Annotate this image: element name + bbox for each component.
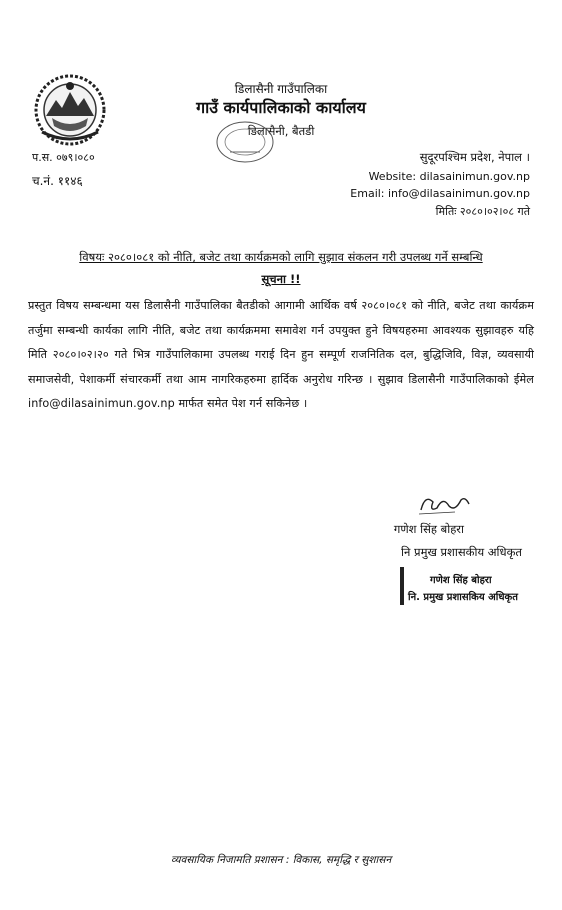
office-seal-icon bbox=[214, 118, 276, 166]
municipality-name: डिलासैनी गाउँपालिका bbox=[234, 82, 328, 96]
subject-line: विषयः २०८०।०८१ को नीति, बजेट तथा कार्यक्रमको लागि सुझाव संकलन गरी उपलब्ध गर्ने सम्बन्धि bbox=[79, 250, 483, 264]
date-text: मितिः २०८०।०२।०८ गते bbox=[435, 205, 530, 218]
subject-heading bbox=[28, 246, 534, 290]
notice-title: सूचना !! bbox=[261, 272, 301, 286]
signature-icon bbox=[415, 490, 473, 518]
website-text: Website: dilasainimun.gov.np bbox=[368, 170, 530, 183]
signatory-name: गणेश सिंह बोहरा bbox=[393, 522, 464, 536]
reference-number: प.स. ०७९।०८० bbox=[32, 151, 95, 164]
province-text: सुदूरपश्चिम प्रदेश, नेपाल । bbox=[419, 150, 530, 164]
dispatch-number: च.नं. ११४६ bbox=[32, 174, 83, 188]
footer-slogan: व्यवसायिक निजामति प्रशासन : विकास, समृद्धि र सुशासन bbox=[170, 854, 392, 866]
email-text: Email: info@dilasainimun.gov.np bbox=[350, 187, 530, 200]
stamp-bar bbox=[400, 567, 404, 605]
stamp-title: नि. प्रमुख प्रशासकिय अधिकृत bbox=[408, 592, 518, 603]
office-address: डिलासैनी, बैतडी bbox=[247, 124, 315, 138]
stamp-name: गणेश सिंह बोहरा bbox=[430, 575, 492, 586]
signatory-title: नि प्रमुख प्रशासकीय अधिकृत bbox=[401, 545, 522, 559]
body-paragraph: प्रस्तुत विषय सम्बन्धमा यस डिलासैनी गाउँपालिका बैतडीको आगामी आर्थिक वर्ष २०८०।०८१ को नीति, बजेट तथा कार्यक्रम तर्जुमा सम्बन्धी कार्यका लागि नीति, बजेट तथा कार्यक्रममा समावेश गर्न उपयुक्त हुने विषयहरुमा आवश्यक सुझावहरु यहि मिति २०८०।०२।२० गते भित्र गाउँपालिकामा उपलब्ध गराई दिन हुन सम्पूर्ण राजनितिक दल, बुद्धिजिवि, विज्ञ, व्यवसायी समाजसेवी, पेशाकर्मी संचारकर्मी तथा आम नागरिकहरुमा हार्दिक अनुरोध गरिन्छ । सुझाव डिलासैनी गाउँपालिकाको ईमेल info@dilasainimun.gov.np मार्फत समेत पेश गर्न सकिनेछ । bbox=[28, 299, 534, 410]
office-title: गाउँ कार्यपालिकाको कार्यालय bbox=[196, 98, 366, 117]
